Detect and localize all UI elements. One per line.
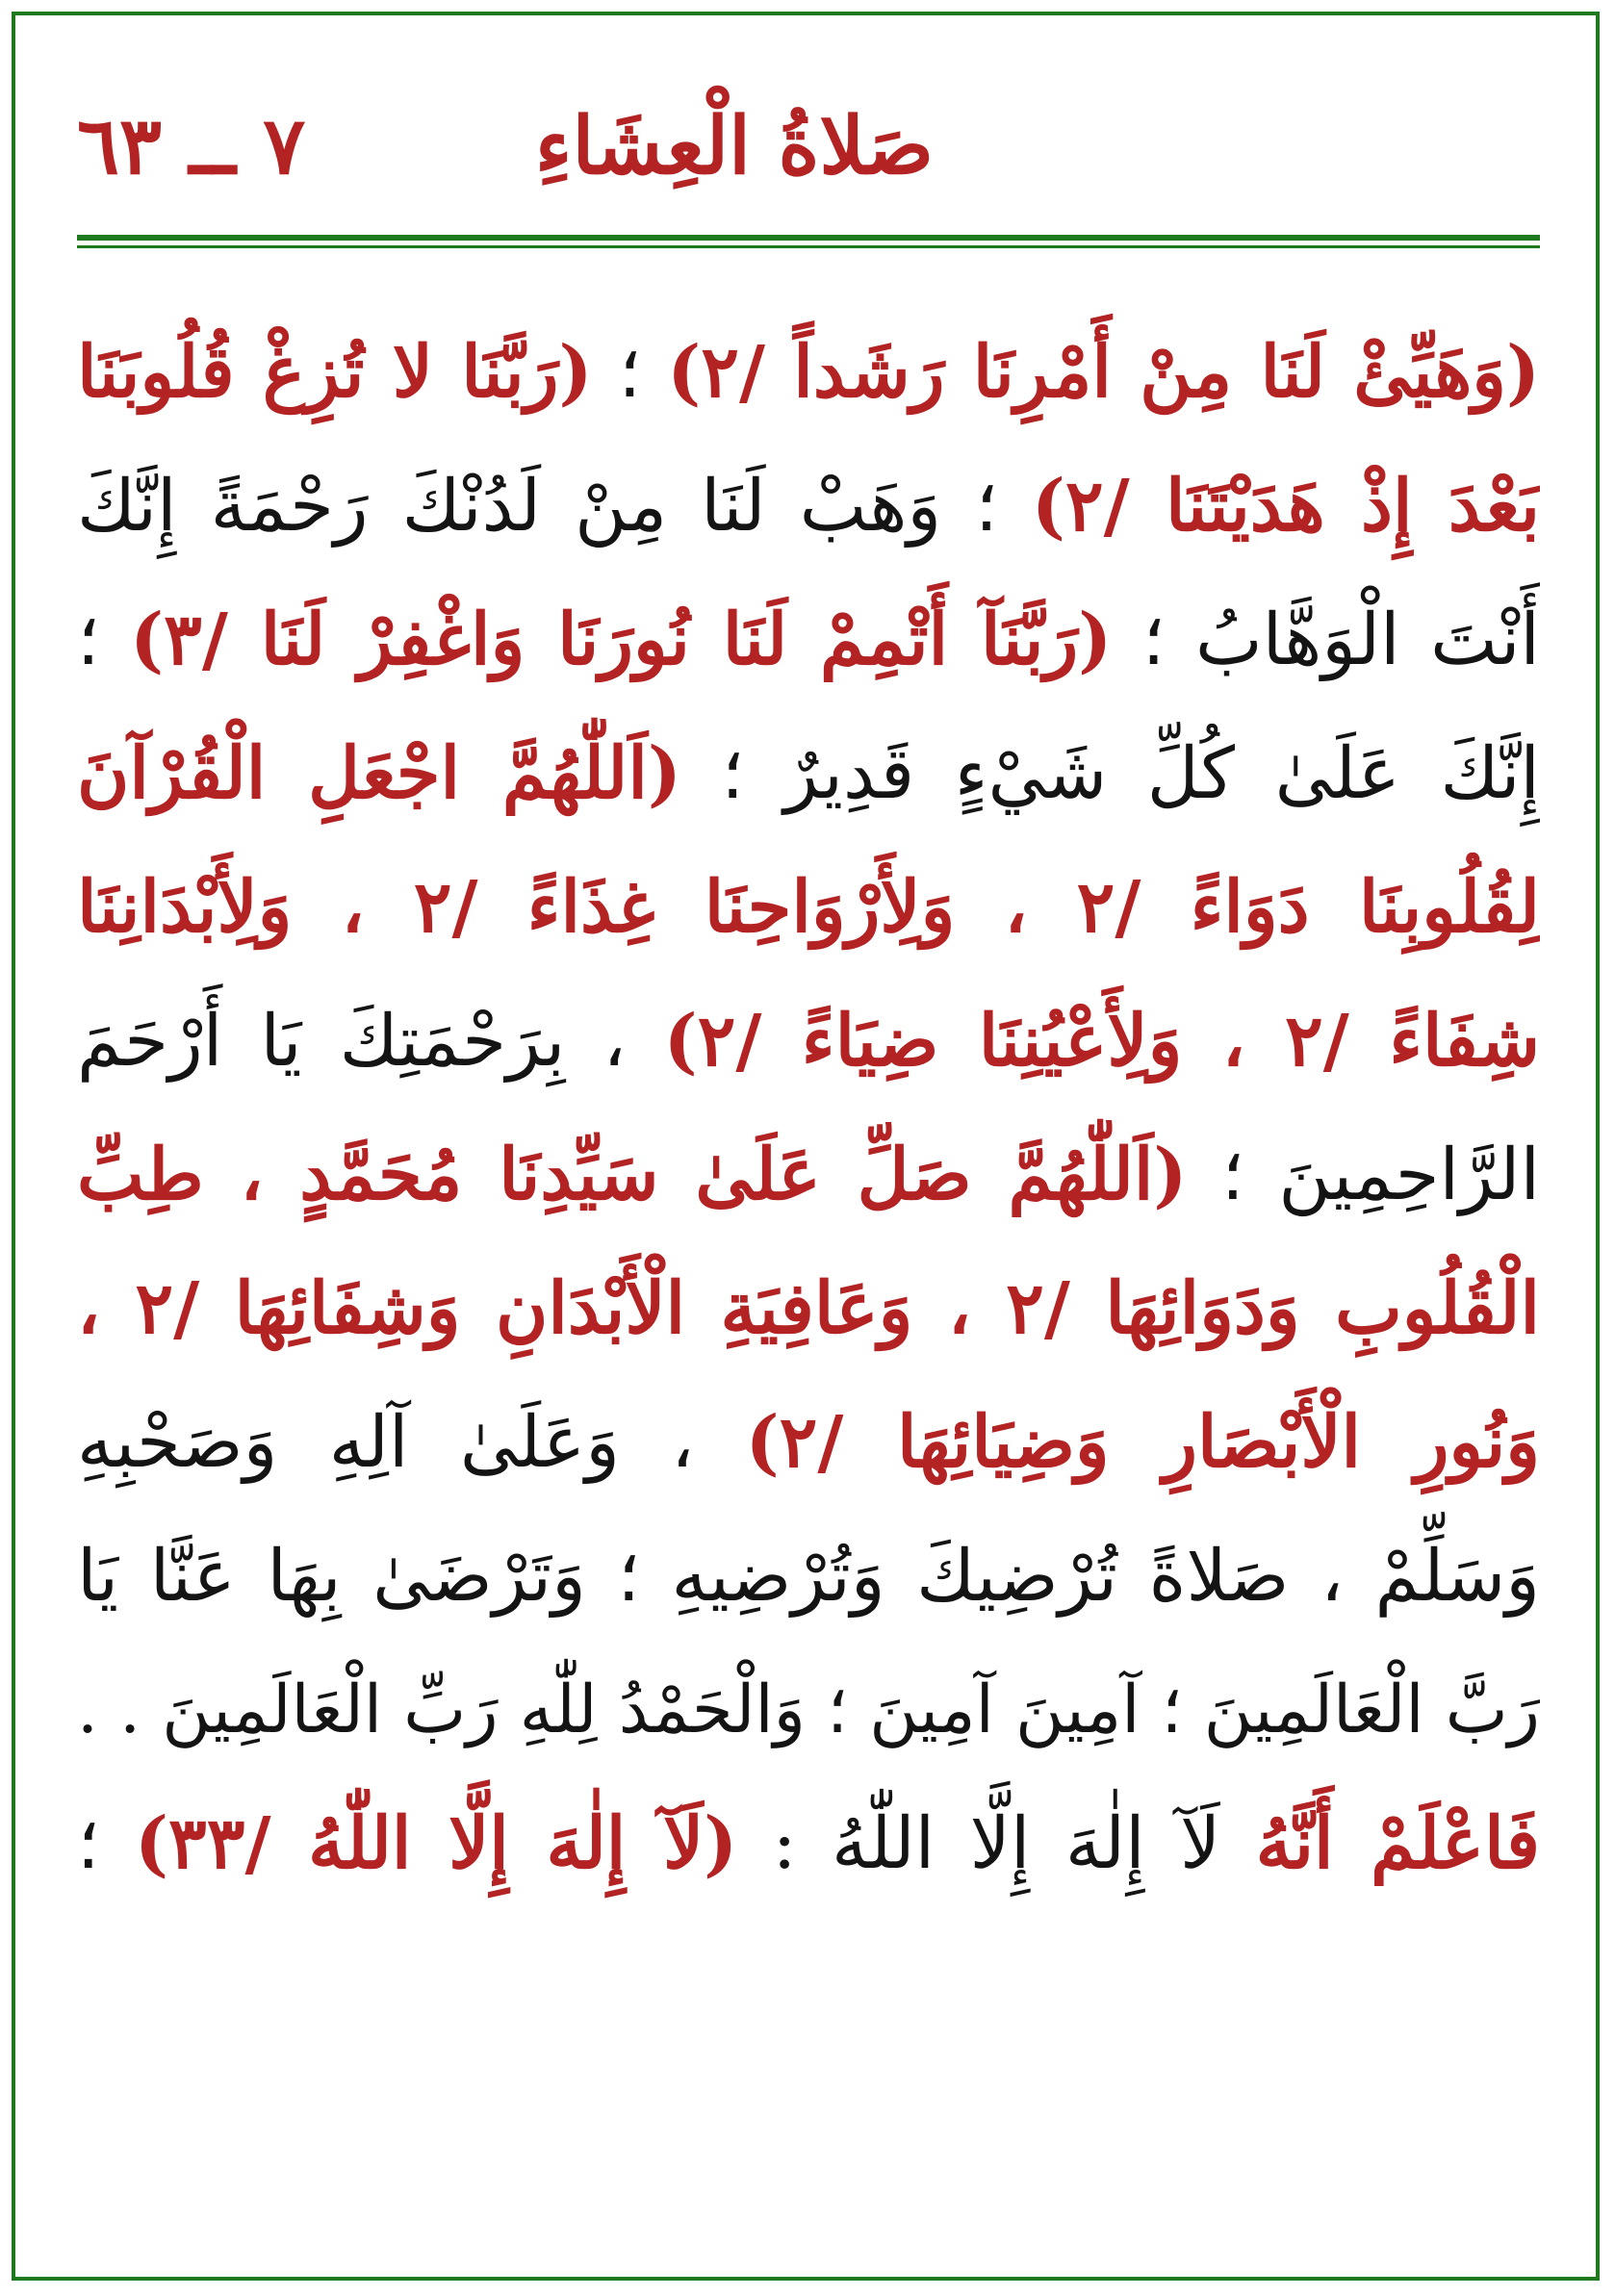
text-segment: وَنُورِ الْأَبْصَارِ وَضِيَائِهَا /٢) bbox=[745, 1401, 1540, 1484]
text-line bbox=[77, 707, 1540, 841]
text-segment: لِقُلُوبِنَا دَوَاءً /٢ ، وَلِأَرْوَاحِنَا غِذَاءً /٢ ، وَلِأَبْدَانِنَا bbox=[77, 866, 1540, 949]
text-segment: ؛ bbox=[592, 331, 668, 414]
text-segment: (وَهَيِّئْ لَنَا مِنْ أَمْرِنَا رَشَداً /٢) bbox=[667, 331, 1540, 414]
text-segment: ؛ bbox=[77, 599, 131, 681]
text-segment: ؛ bbox=[77, 1802, 135, 1885]
text-segment: بَعْدَ إِذْ هَدَيْتَنَا /٢) bbox=[1031, 465, 1540, 548]
text-segment: (رَبَّنَا لا تُزِغْ قُلُوبَنَا bbox=[77, 331, 593, 414]
text-segment: فَاعْلَمْ أَنَّهُ bbox=[1255, 1802, 1540, 1885]
text-segment: الْقُلُوبِ وَدَوَائِهَا /٢ ، وَعَافِيَةِ الْأَبْدَانِ وَشِفَائِهَا /٢ ، bbox=[77, 1267, 1540, 1350]
text-segment: (رَبَّنَآ أَتْمِمْ لَنَا نُورَنَا وَاغْفِرْ لَنَا /٣) bbox=[130, 599, 1113, 681]
page-header bbox=[77, 91, 1540, 217]
prayer-text bbox=[77, 306, 1540, 1911]
header-divider-thin bbox=[77, 245, 1540, 248]
text-line bbox=[77, 306, 1540, 440]
text-segment: ، بِرَحْمَتِكَ يَا أَرْحَمَ bbox=[77, 1000, 664, 1083]
text-segment: ؛ وَهَبْ لَنَا مِنْ لَدُنْكَ رَحْمَةً إِنَّكَ bbox=[77, 465, 1032, 548]
text-line bbox=[77, 1644, 1540, 1777]
text-segment: (اَللّٰهُمَّ اجْعَلِ الْقُرْآنَ bbox=[77, 732, 681, 815]
text-segment: ، وَعَلَىٰ آلِهِ وَصَحْبِهِ bbox=[77, 1401, 746, 1484]
text-line bbox=[77, 1777, 1540, 1911]
text-segment: رَبَّ الْعَالَمِينَ ؛ آمِينَ آمِينَ ؛ وَالْحَمْدُ لِلّٰهِ رَبِّ الْعَالَمِينَ . . bbox=[77, 1671, 1540, 1748]
text-line bbox=[77, 1510, 1540, 1644]
page-title: صَلاةُ الْعِشَاءِ bbox=[534, 100, 934, 192]
text-line bbox=[77, 841, 1540, 975]
text-segment: لَآ إِلٰهَ إِلَّا اللّٰهُ : bbox=[737, 1802, 1256, 1885]
text-segment: وَسَلِّمْ ، صَلاةً تُرْضِيكَ وَتُرْضِيهِ ؛ وَتَرْضَىٰ بِهَا عَنَّا يَا bbox=[77, 1535, 1540, 1618]
text-segment: إِنَّكَ عَلَىٰ كُلِّ شَيْءٍ قَدِيرٌ ؛ bbox=[680, 732, 1540, 815]
text-line bbox=[77, 1376, 1540, 1510]
text-line bbox=[77, 1242, 1540, 1376]
text-line bbox=[77, 1109, 1540, 1242]
text-line bbox=[77, 440, 1540, 574]
text-segment: (لَآ إِلٰهَ إِلَّا اللّٰهُ /٣٣) bbox=[134, 1802, 738, 1885]
text-line bbox=[77, 975, 1540, 1109]
text-segment: أَنْتَ الْوَهَّابُ ؛ bbox=[1112, 599, 1540, 681]
text-segment: الرَّاحِمِينَ ؛ bbox=[1187, 1134, 1540, 1216]
text-segment: (اَللّٰهُمَّ صَلِّ عَلَىٰ سَيِّدِنَا مُحَمَّدٍ ، طِبِّ bbox=[77, 1134, 1188, 1216]
page-number: ٧ ــ ٦٣ bbox=[77, 100, 306, 192]
header-divider-thick bbox=[77, 235, 1540, 241]
text-line bbox=[77, 574, 1540, 707]
text-segment: شِفَاءً /٢ ، وَلِأَعْيُنِنَا ضِيَاءً /٢) bbox=[663, 1000, 1540, 1083]
